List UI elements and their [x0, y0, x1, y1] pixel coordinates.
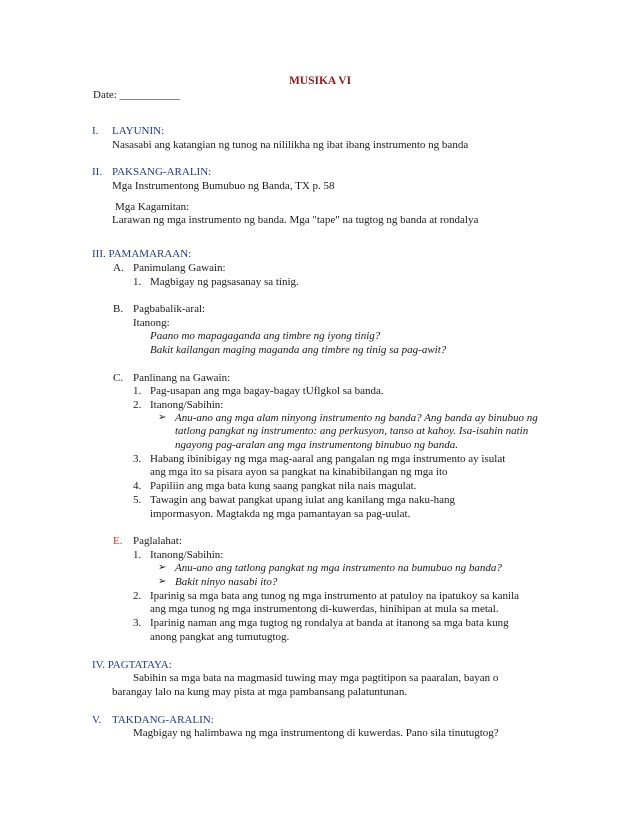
section-3-heading: III. PAMAMARAAN: [92, 248, 192, 260]
list-item-line: Habang ibinibigay ng mga mag-aaral ang pangalan ng mga instrumento ay isulat [150, 453, 506, 465]
section-1-number: I. [92, 125, 99, 137]
list-item-line: Iparinig naman ang mga tugtog ng rondalya at banda at itanong sa mga bata kung [150, 617, 509, 629]
list-item: Pag-usapan ang mga bagay-bagay tUflgkol sa banda. [150, 385, 384, 397]
list-item-line: impormasyon. Magtakda ng mga pamantayan sa pag-uulat. [150, 508, 411, 520]
list-item: Papiliin ang mga bata kung saang pangkat nila nais magulat. [150, 480, 417, 492]
section-5-text: Magbigay ng halimbawa ng mga instrumentong di kuwerdas. Pano sila tinutugtog? [133, 727, 499, 739]
bullet-text-line: ngayong pag-aralan ang mga instrumentong binubuo ng banda. [175, 439, 458, 451]
question-1: Paano mo mapagaganda ang timbre ng iyong tinig? [150, 330, 381, 342]
list-number: 2. [133, 590, 142, 602]
list-item-line: ang mga ito sa pisara ayon sa pangkat na kinabibilangan ng mga ito [150, 466, 448, 478]
subsection-c-letter: C. [113, 372, 124, 384]
subsection-b-letter: B. [113, 303, 124, 315]
bullet-text: Bakit ninyo nasabi ito? [175, 576, 278, 588]
arrow-bullet-icon: ➢ [158, 412, 167, 423]
subsection-e-letter: E. [113, 535, 123, 547]
subsection-b-label: Pagbabalik-aral: [133, 303, 206, 315]
section-4-heading: IV. PAGTATAYA: [92, 659, 172, 671]
section-4-text-line: Sabihin sa mga bata na magmasid tuwing may mga pagtitipon sa paaralan, bayan o [133, 672, 499, 684]
list-item-line: Iparinig sa mga bata ang tunog ng mga instrumento at patuloy na ipatukoy sa kanila [150, 590, 520, 602]
list-number: 1. [133, 549, 142, 561]
section-4-text-line: barangay lalo na kung may pista at mga pambansang palatuntunan. [112, 686, 408, 698]
section-2-number: II. [92, 166, 103, 178]
list-number: 3. [133, 617, 142, 629]
list-item: Itanong/Sabihin: [150, 399, 224, 411]
subsection-b-sub: Itanong: [133, 317, 170, 329]
list-number: 3. [133, 453, 142, 465]
list-item-line: Tawagin ang bawat pangkat upang iulat ang kanilang mga naku-hang [150, 494, 455, 506]
list-item-line: ang mga tunog ng mga instrumentong di-kuwerdas, hinihipan at mula sa metal. [150, 603, 499, 615]
section-5-heading: TAKDANG-ARALIN: [112, 714, 214, 726]
list-item: Magbigay ng pagsasanay sa tinig. [150, 276, 299, 288]
list-item-line: anong pangkat ang tumutugtog. [150, 631, 290, 643]
section-2-text: Mga Instrumentong Bumubuo ng Banda, TX p. 58 [112, 180, 335, 192]
date-line: Date: ___________ [93, 89, 181, 101]
section-5-number: V. [92, 714, 102, 726]
section-1-text: Nasasabi ang katangian ng tunog na nililikha ng ibat ibang instrumento ng banda [112, 139, 469, 151]
subsection-a-letter: A. [113, 262, 124, 274]
bullet-text-line: Anu-ano ang mga alam ninyong instrumento ng banda? Ang banda ay binubuo ng [175, 412, 538, 424]
section-2-heading: PAKSANG-ARALIN: [112, 166, 212, 178]
subsection-e-label: Paglalahat: [133, 535, 182, 547]
question-2: Bakit kailangan maging maganda ang timbre ng tinig sa pag-awit? [150, 344, 447, 356]
list-number: 4. [133, 480, 142, 492]
arrow-bullet-icon: ➢ [158, 576, 167, 587]
section-1-heading: LAYUNIN: [112, 125, 165, 137]
list-number: 1. [133, 276, 142, 288]
page-title: MUSIKA VI [288, 75, 352, 87]
list-number: 5. [133, 494, 142, 506]
materials-label: Mga Kagamitan: [115, 201, 190, 213]
list-item: Itanong/Sabihin: [150, 549, 224, 561]
bullet-text: Anu-ano ang tatlong pangkat ng mga instrumento na bumubuo ng banda? [175, 562, 502, 574]
arrow-bullet-icon: ➢ [158, 562, 167, 573]
subsection-c-label: Panlinang na Gawain: [133, 372, 231, 384]
materials-text: Larawan ng mga instrumento ng banda. Mga "tape" na tugtog ng banda at rondalya [112, 214, 479, 226]
bullet-text-line: tatlong pangkat ng instrumento: ang perkusyon, tanso at kahoy. Isa-isahin natin [175, 425, 529, 437]
list-number: 1. [133, 385, 142, 397]
list-number: 2. [133, 399, 142, 411]
subsection-a-label: Panimulang Gawain: [133, 262, 226, 274]
